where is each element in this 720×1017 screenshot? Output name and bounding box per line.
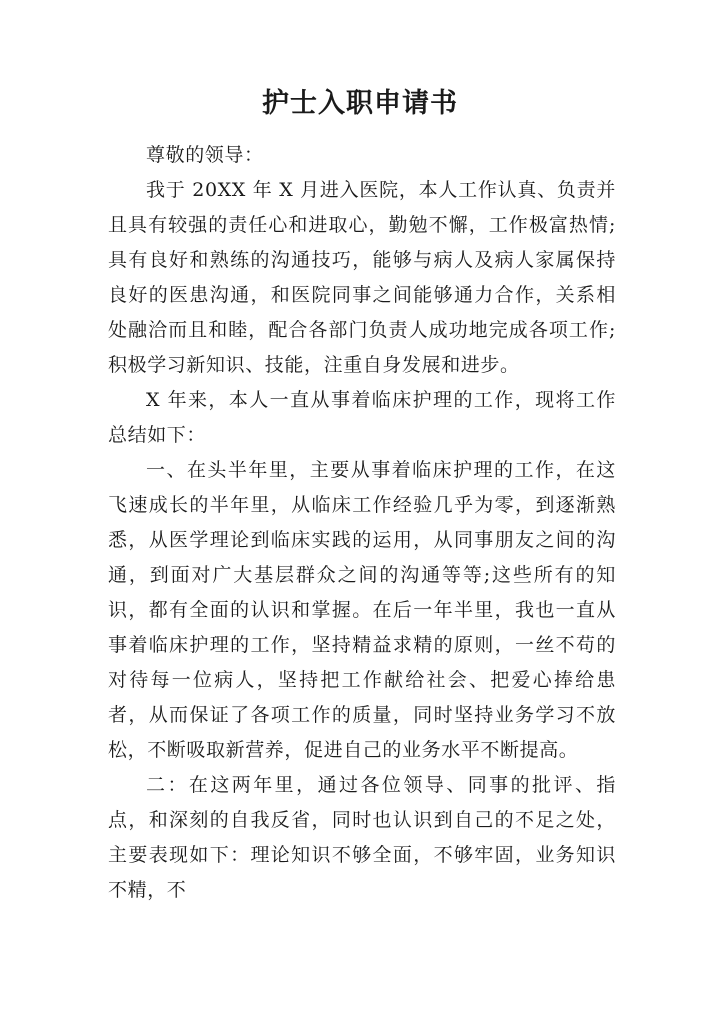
document-title: 护士入职申请书: [262, 88, 458, 119]
document-body: [108, 138, 616, 908]
paragraph-intro: 我于 20XX 年 X 月进入医院，本人工作认真、负责并且具有较强的责任心和进取心，勤勉不懈，工作极富热情;具有良好和熟练的沟通技巧，能够与病人及病人家属保持良好的医患沟通，和医院同事之间能够通力合作，关系相处融洽而且和睦，配合各部门负责人成功地完成各项工作;积极学习新知识、技能，注重自身发展和进步。: [108, 179, 616, 376]
paragraph-point-one: 一、在头半年里，主要从事着临床护理的工作，在这飞速成长的半年里，从临床工作经验几乎为零，到逐渐熟悉，从医学理论到临床实践的运用，从同事朋友之间的沟通，到面对广大基层群众之间的沟通等等;这些所有的知识，都有全面的认识和掌握。在后一年半里，我也一直从事着临床护理的工作，坚持精益求精的原则，一丝不苟的对待每一位病人，坚持把工作献给社会、把爱心捧给患者，从而保证了各项工作的质量，同时坚持业务学习不放松，不断吸取新营养，促进自己的业务水平不断提高。: [108, 459, 616, 761]
paragraph-point-two: 二：在这两年里，通过各位领导、同事的批评、指点，和深刻的自我反省，同时也认识到自己的不足之处，主要表现如下：理论知识不够全面，不够牢固，业务知识不精，不: [108, 774, 616, 901]
paragraph-summary-lead: X 年来，本人一直从事着临床护理的工作，现将工作总结如下：: [108, 389, 616, 446]
salutation: 尊敬的领导：: [146, 144, 264, 166]
